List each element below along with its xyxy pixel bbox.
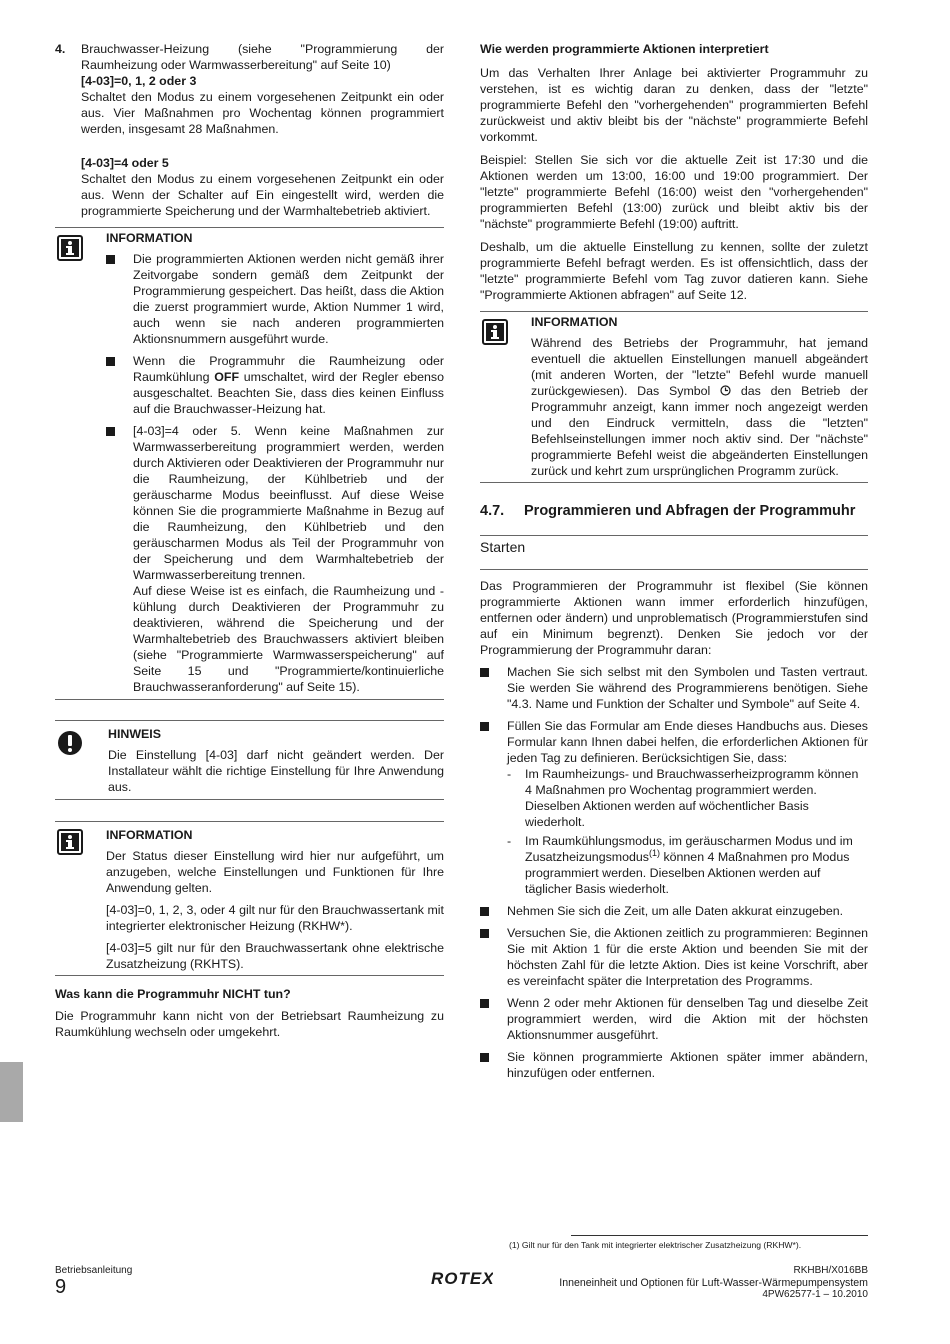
brand-logo [431, 1269, 493, 1291]
timer-icon [720, 385, 731, 396]
setting-description: Schaltet den Modus zu einem vorgesehenen Zeitpunkt ein oder aus. Vier Maßnahmen pro Wochentag können programmiert werden, insgesamt 28 Maßnahmen. [81, 90, 444, 136]
list-item: Machen Sie sich selbst mit den Symbolen und Tasten vertraut. Sie werden Sie während des Programmierens benötigen. Siehe "4.3. Name und Funktion der Schalter und Symbole" auf Seite 4. [480, 664, 868, 712]
dash-item: - Im Raumkühlungsmodus, im geräuscharmen Modus und im Zusatzheizungsmodus$^{(1)}$ können 4 Maßnahmen pro Modus programmiert werden. Dieselben Aktionen werden auf täglicher Basis wiederholt. [507, 834, 853, 896]
information-icon [57, 829, 83, 855]
information-box [480, 311, 868, 483]
box-body: [4-03]=0, 1, 2, 3, oder 4 gilt nur für den Brauchwassertank mit integrierter elektronischer Heizung (RKHW*). [106, 903, 444, 933]
box-title: INFORMATION [531, 315, 618, 329]
setting-heading: [4-03]=4 oder 5 [81, 156, 169, 170]
list-item: [4-03]=4 oder 5. Wenn keine Maßnahmen zur Warmwasserbereitung programmiert werden, werden durch Aktivieren oder Deaktivieren der Programmuhr nur die Raumheizung, der Kühlbetrieb und der geräuscharme Modus beeinflusst. Auf diese Weise können Sie die programmierte Maßnahme in Bezug auf die Raumheizung, den Kühlbetrieb und den geräuscharmen Modus als Teil der Programmuhr von der Speicherung und dem Warmhaltebetrieb der Warmwasserbereitung trennen. Auf diese Weise ist es einfach, die Raumheizung und -kühlung durch Deaktivieren der Programmuhr zu deaktivieren, während die Speicherung und der Warmhaltebetrieb des Brauchwassers aktiviert bleiben (siehe "Programmierte Warmwasserspeicherung" auf Seite 15 und "Programmierte/kontinuierliche Brauchwasseranforderung" auf Seite 15). [106, 423, 444, 695]
left-column [55, 41, 444, 1040]
notice-box [55, 720, 444, 800]
square-bullet-icon [480, 668, 489, 677]
list-item: Die programmierten Aktionen werden nicht gemäß ihrer Zeitvorgabe sondern gemäß dem Zeitpunkt der Programmierung gespeichert. Das heißt, dass die Aktion die zuerst programmiert wurde, Aktion Nummer 1 wird, auch wenn sie nach anderen programmierten Aktionsnummern ausgeführt wurde. [106, 251, 444, 347]
dash-item: - Im Raumheizungs- und Brauchwasserheizprogramm können 4 Maßnahmen pro Wochentag programmiert werden. Dieselben Aktionen werden auf wöchentlicher Basis wiederholt. [507, 767, 859, 829]
square-bullet-icon [106, 427, 115, 436]
footnote: (1) Gilt nur für den Tank mit integrierter elektrischer Zusatzheizung (RKHW*). [509, 1240, 802, 1250]
square-bullet-icon [480, 999, 489, 1008]
paragraph: Deshalb, um die aktuelle Einstellung zu kennen, sollte der zuletzt programmierte Befehl befragt werden. Es ist offensichtlich, dass der "letzte" programmierte Befehl vom Tag zuvor datieren kann. Siehe "Programmierte Aktionen abfragen" auf Seite 12. [480, 240, 868, 302]
information-box [55, 821, 444, 976]
information-icon [57, 235, 83, 261]
item-number: 4. [55, 42, 66, 56]
information-box [55, 227, 444, 700]
footer-meta [559, 1265, 868, 1301]
box-body: Während des Betriebs der Programmuhr, hat jemand eventuell die aktuellen Einstellungen manuell abgeändert (mit anderen Worten, der "letzte" Befehl wurde manuell zurückgewiesen). Das Symbol das den Betrieb der Programmuhr anzeigt, kann immer noch angezeigt werden und den Eindruck vermitteln, dass die "letzten" Befehlseinstellungen immer noch aktiv sind. Der "nächste" programmierte Befehl weist die abgeänderten Einstellungen zurück und kehrt zum ursprünglichen Programm zurück. [531, 336, 868, 478]
box-title: HINWEIS [108, 727, 162, 741]
subheading: Was kann die Programmuhr NICHT tun? [55, 987, 291, 1001]
setting-description: Schaltet den Modus zu einem vorgesehenen Zeitpunkt ein oder aus. Wenn der Schalter auf Ein eingestellt wird, werden die programmierte Speicherung und der Warmhaltebetrieb aktiviert. [81, 172, 444, 218]
information-icon [482, 319, 508, 345]
svg-text:ROTEX: ROTEX [431, 1269, 493, 1287]
paragraph: Beispiel: Stellen Sie sich vor die aktuelle Zeit ist 17:30 und die Aktionen werden um 13:00, 16:00 und 19:00 programmiert. Der "letzte" programmierte Befehl (16:00) weist den "vorhergehenden" programmierten Befehl (13:00) zurück und bleibt aktiv bis der "nächste" programmierte Befehl (19:00) auftritt. [480, 153, 868, 231]
paragraph: Die Programmuhr kann nicht von der Betriebsart Raumheizung zu Raumkühlung wechseln oder umgekehrt. [55, 1009, 444, 1039]
item-text: Brauchwasser-Heizung (siehe "Programmierung der Raumheizung oder Warmwasserbereitung" auf Seite 10) [81, 42, 444, 72]
warning-icon [57, 730, 83, 756]
section-heading [480, 503, 868, 519]
square-bullet-icon [106, 255, 115, 264]
paragraph: Um das Verhalten Ihrer Anlage bei aktivierter Programmuhr zu verstehen, ist es wichtig daran zu denken, dass der "letzte" programmierte Befehl den "vorhergehenden" programmierten Befehl zurückweist und aktiv bleibt bis der "nächste" programmierte Befehl vorkommt. [480, 66, 868, 144]
box-body: [4-03]=5 gilt nur für den Brauchwassertank ohne elektrische Zusatzheizung (RKHTS). [106, 941, 444, 971]
box-body: Der Status dieser Einstellung wird hier nur aufgeführt, um anzugeben, welche Einstellungen und Funktionen für Ihre Anwendung gelten. [106, 849, 444, 895]
document-code: 4PW62577-1 – 10.2010 [762, 1289, 868, 1300]
rotex-logo [431, 1269, 493, 1287]
box-title: INFORMATION [106, 828, 193, 842]
square-bullet-icon [480, 722, 489, 731]
page-number: 9 [55, 1276, 67, 1298]
square-bullet-icon [480, 929, 489, 938]
paragraph: Das Programmieren der Programmuhr ist flexibel (Sie können programmierte Aktionen wann immer erforderlich hinzufügen, entfernen oder ändern) und unproblematisch (Programmierstufen sind auf ein Minimum begrenzt). Denken Sie jedoch vor der Programmierung der Programmuhr daran: [480, 569, 868, 658]
list-item: Wenn die Programmuhr die Raumheizung oder Raumkühlung OFF umschaltet, wird der Regler ebenso ausgeschaltet. Beachten Sie, dass dies keinen Einfluss auf die Brauchwasser-Heizung hat. [106, 353, 444, 417]
square-bullet-icon [480, 1053, 489, 1062]
square-bullet-icon [106, 357, 115, 366]
list-item: Sie können programmierte Aktionen später immer abändern, hinzufügen oder entfernen. [480, 1049, 868, 1081]
list-item: Wenn 2 oder mehr Aktionen für denselben Tag und dieselbe Zeit programmiert werden, wird die Aktion mit der höchsten Aktionsnummer ausgeführt. [480, 995, 868, 1043]
model-code: RKHBH/X016BB [793, 1265, 868, 1276]
list-item-4 [55, 41, 444, 219]
list-item: Füllen Sie das Formular am Ende dieses Handbuchs aus. Dieses Formular kann Ihnen dabei helfen, die erforderlichen Aktionen für jeden Tag zu definieren. Berücksichtigen Sie, dass: - Im Raumheizungs- und Brauchwasserheizprogramm können 4 Maßnahmen pro Wochentag programmiert werden. Dieselben Aktionen werden auf wöchentlicher Basis wiederholt. - Im Raumkühlungsmodus, im geräuscharmen Modus und im Zusatzheizungsmodus$^{(1)}$ können 4 Maßnahmen pro Modus programmiert werden. Dieselben Aktionen werden auf täglicher Basis wiederholt. [480, 718, 868, 897]
subheading: Wie werden programmierte Aktionen interpretiert [480, 42, 769, 56]
chapter-tab [0, 1062, 23, 1122]
list-item: Nehmen Sie sich die Zeit, um alle Daten akkurat einzugeben. [480, 903, 868, 919]
product-description: Inneneinheit und Optionen für Luft-Wasser-Wärmepumpensystem [559, 1277, 868, 1289]
square-bullet-icon [480, 907, 489, 916]
box-title: INFORMATION [106, 231, 193, 245]
right-column [480, 41, 868, 1081]
footnote-rule [571, 1235, 868, 1236]
subsection-heading: Starten [480, 535, 868, 559]
footer-doc-type: Betriebsanleitung [55, 1265, 133, 1276]
box-body: Die Einstellung [4-03] darf nicht geändert werden. Der Installateur wählt die richtige Einstellung für Ihre Anwendung aus. [108, 748, 444, 794]
section-title: Programmieren und Abfragen der Programmuhr [524, 503, 856, 519]
list-item: Versuchen Sie, die Aktionen zeitlich zu programmieren: Beginnen Sie mit Aktion 1 für die erste Aktion und beenden Sie mit der höchsten Zahl für die letzte Aktion. Dies ist keine Vorschrift, aber es vereinfacht später die Interpretation des Programms. [480, 925, 868, 989]
section-number: 4.7. [480, 503, 505, 519]
setting-heading: [4-03]=0, 1, 2 oder 3 [81, 74, 197, 88]
